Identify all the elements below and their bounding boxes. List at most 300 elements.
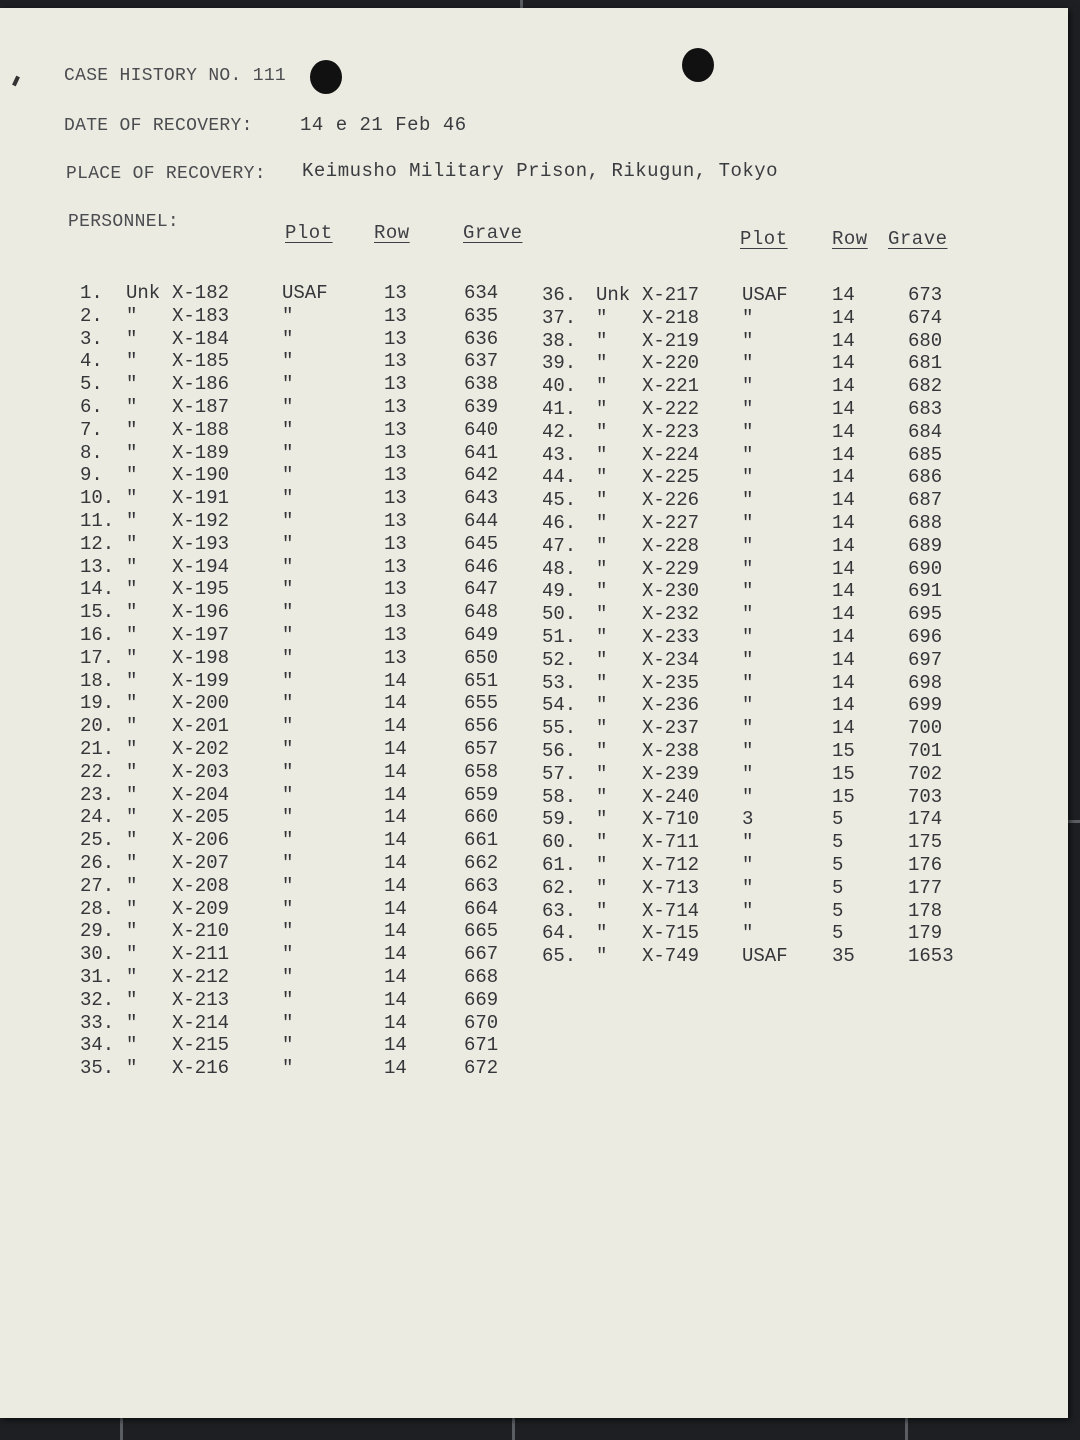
entry-number: 59. bbox=[542, 808, 577, 831]
entry-number: 28. bbox=[80, 897, 115, 920]
entry-plot: " bbox=[282, 669, 294, 692]
entry-number: 9. bbox=[80, 464, 103, 487]
table-row bbox=[542, 489, 1002, 512]
entry-number: 14. bbox=[80, 578, 115, 601]
entry-type: " bbox=[126, 988, 138, 1011]
entry-row: 14 bbox=[384, 669, 407, 692]
entry-grave: 683 bbox=[908, 398, 943, 420]
entry-id: X-210 bbox=[172, 920, 230, 943]
entry-grave: 660 bbox=[464, 806, 499, 829]
entry-grave: 663 bbox=[464, 874, 499, 897]
entry-id: X-194 bbox=[172, 555, 230, 578]
entry-plot: " bbox=[282, 1057, 294, 1080]
entry-id: X-240 bbox=[642, 785, 700, 808]
entry-row: 14 bbox=[384, 988, 407, 1011]
table-row bbox=[542, 922, 1002, 945]
entry-id: X-198 bbox=[172, 646, 230, 669]
entry-id: X-238 bbox=[642, 740, 700, 762]
entry-grave: 1653 bbox=[908, 945, 954, 968]
entry-number: 61. bbox=[542, 854, 577, 876]
entry-id: X-197 bbox=[172, 624, 230, 646]
entry-plot: " bbox=[282, 829, 294, 852]
entry-plot: " bbox=[742, 329, 754, 352]
entry-plot: " bbox=[742, 762, 754, 785]
entry-row: 13 bbox=[384, 646, 407, 669]
entry-grave: 696 bbox=[908, 626, 943, 648]
entry-number: 55. bbox=[542, 717, 577, 740]
entry-plot: " bbox=[742, 854, 754, 876]
entry-id: X-205 bbox=[172, 806, 230, 829]
entry-type: " bbox=[596, 808, 608, 831]
entry-number: 23. bbox=[80, 783, 115, 806]
entry-plot: " bbox=[742, 534, 754, 557]
entry-type: " bbox=[596, 466, 608, 489]
table-row bbox=[542, 649, 1002, 672]
table-row bbox=[80, 533, 540, 556]
entry-row: 15 bbox=[832, 740, 855, 762]
entry-number: 36. bbox=[542, 284, 577, 306]
entry-plot: " bbox=[282, 966, 294, 988]
entry-id: X-215 bbox=[172, 1034, 230, 1057]
entry-type: " bbox=[126, 669, 138, 692]
entry-row: 14 bbox=[384, 760, 407, 783]
entry-type: " bbox=[126, 852, 138, 874]
entry-id: X-214 bbox=[172, 1011, 230, 1034]
entry-row: 13 bbox=[384, 510, 407, 532]
table-row bbox=[542, 603, 1002, 626]
entry-type: " bbox=[596, 922, 608, 945]
entry-id: X-209 bbox=[172, 897, 230, 920]
table-row bbox=[80, 989, 540, 1012]
table-row bbox=[80, 601, 540, 624]
entry-row: 14 bbox=[832, 352, 855, 375]
entry-grave: 697 bbox=[908, 648, 943, 671]
entry-grave: 695 bbox=[908, 603, 943, 626]
entry-grave: 637 bbox=[464, 350, 499, 373]
entry-grave: 647 bbox=[464, 578, 499, 601]
entry-plot: 3 bbox=[742, 808, 754, 831]
entry-row: 14 bbox=[832, 694, 855, 717]
entry-number: 3. bbox=[80, 327, 103, 350]
entry-id: X-188 bbox=[172, 418, 230, 441]
entry-type: " bbox=[596, 831, 608, 854]
entry-id: X-218 bbox=[642, 306, 700, 329]
place-value: Keimusho Military Prison, Rikugun, Tokyo bbox=[302, 160, 779, 182]
entry-number: 7. bbox=[80, 418, 103, 441]
entry-plot: " bbox=[282, 783, 294, 806]
entry-type: " bbox=[596, 945, 608, 968]
entry-id: X-186 bbox=[172, 373, 230, 396]
entry-row: 14 bbox=[832, 580, 855, 603]
table-row bbox=[80, 784, 540, 807]
entry-plot: " bbox=[742, 785, 754, 808]
entry-type: " bbox=[126, 555, 138, 578]
entry-id: X-712 bbox=[642, 854, 700, 876]
entry-grave: 174 bbox=[908, 808, 943, 831]
entry-number: 62. bbox=[542, 876, 577, 899]
entry-id: X-714 bbox=[642, 899, 700, 922]
entry-plot: " bbox=[742, 603, 754, 626]
entry-number: 19. bbox=[80, 692, 115, 715]
entry-id: X-230 bbox=[642, 580, 700, 603]
entry-number: 41. bbox=[542, 398, 577, 420]
place-label: PLACE OF RECOVERY: bbox=[66, 164, 266, 184]
entry-plot: " bbox=[282, 464, 294, 487]
table-row bbox=[80, 487, 540, 510]
entry-plot: " bbox=[282, 624, 294, 646]
entry-plot: " bbox=[282, 487, 294, 510]
entry-plot: " bbox=[282, 646, 294, 669]
entry-row: 14 bbox=[384, 943, 407, 966]
entry-row: 14 bbox=[384, 874, 407, 897]
entry-grave: 657 bbox=[464, 738, 499, 760]
entry-number: 45. bbox=[542, 489, 577, 512]
table-row bbox=[80, 350, 540, 373]
entry-grave: 175 bbox=[908, 831, 943, 854]
entry-id: X-202 bbox=[172, 738, 230, 760]
entry-type: " bbox=[596, 740, 608, 762]
table-row bbox=[80, 556, 540, 579]
table-row bbox=[542, 535, 1002, 558]
entry-id: X-187 bbox=[172, 396, 230, 418]
entry-type: " bbox=[596, 717, 608, 740]
entry-plot: " bbox=[282, 441, 294, 464]
entry-row: 14 bbox=[384, 829, 407, 852]
entry-type: " bbox=[126, 532, 138, 555]
entry-row: 14 bbox=[384, 738, 407, 760]
entry-number: 65. bbox=[542, 945, 577, 968]
entry-row: 14 bbox=[832, 306, 855, 329]
entry-row: 14 bbox=[832, 420, 855, 443]
entry-plot: " bbox=[282, 418, 294, 441]
entry-grave: 649 bbox=[464, 624, 499, 646]
entry-type: " bbox=[126, 783, 138, 806]
entry-id: X-207 bbox=[172, 852, 230, 874]
entry-plot: " bbox=[282, 350, 294, 373]
table-row bbox=[542, 808, 1002, 831]
entry-id: X-196 bbox=[172, 601, 230, 624]
entry-id: X-183 bbox=[172, 304, 230, 327]
entry-plot: " bbox=[742, 876, 754, 899]
entry-grave: 674 bbox=[908, 306, 943, 329]
entry-grave: 691 bbox=[908, 580, 943, 603]
entry-row: 14 bbox=[384, 1034, 407, 1057]
table-row bbox=[80, 806, 540, 829]
table-row bbox=[542, 512, 1002, 535]
floor-line bbox=[1068, 820, 1080, 823]
entry-type: " bbox=[126, 624, 138, 646]
entry-type: " bbox=[596, 603, 608, 626]
entry-grave: 641 bbox=[464, 441, 499, 464]
entry-type: " bbox=[126, 1034, 138, 1057]
entry-row: 14 bbox=[384, 852, 407, 874]
entry-grave: 670 bbox=[464, 1011, 499, 1034]
entry-id: X-711 bbox=[642, 831, 700, 854]
entry-grave: 176 bbox=[908, 854, 943, 876]
entry-id: X-227 bbox=[642, 512, 700, 534]
entry-plot: " bbox=[282, 1034, 294, 1057]
entry-grave: 638 bbox=[464, 373, 499, 396]
entry-row: 13 bbox=[384, 304, 407, 327]
entry-grave: 686 bbox=[908, 466, 943, 489]
entry-id: X-219 bbox=[642, 329, 700, 352]
entry-id: X-193 bbox=[172, 532, 230, 555]
document-page bbox=[0, 8, 1068, 1418]
entry-id: X-204 bbox=[172, 783, 230, 806]
entry-row: 13 bbox=[384, 418, 407, 441]
entry-plot: " bbox=[742, 489, 754, 512]
entry-row: 14 bbox=[384, 1011, 407, 1034]
entry-row: 5 bbox=[832, 854, 844, 876]
entry-plot: " bbox=[282, 1011, 294, 1034]
entry-plot: " bbox=[282, 578, 294, 601]
entry-type: " bbox=[126, 396, 138, 418]
entry-id: X-195 bbox=[172, 578, 230, 601]
left-plot-header: Plot bbox=[285, 222, 333, 244]
table-row bbox=[80, 715, 540, 738]
entry-id: X-190 bbox=[172, 464, 230, 487]
entry-type: " bbox=[596, 352, 608, 375]
entry-row: 14 bbox=[832, 284, 855, 306]
entry-row: 14 bbox=[384, 966, 407, 988]
table-row bbox=[542, 877, 1002, 900]
entry-id: X-182 bbox=[172, 282, 230, 304]
entry-type: " bbox=[126, 760, 138, 783]
entry-grave: 646 bbox=[464, 555, 499, 578]
entry-number: 43. bbox=[542, 443, 577, 466]
entry-type: " bbox=[126, 464, 138, 487]
entry-type: " bbox=[126, 373, 138, 396]
entry-row: 13 bbox=[384, 373, 407, 396]
table-row bbox=[80, 305, 540, 328]
table-row bbox=[80, 328, 540, 351]
entry-type: " bbox=[596, 580, 608, 603]
entry-plot: " bbox=[282, 874, 294, 897]
entry-plot: USAF bbox=[742, 284, 788, 306]
entry-type: " bbox=[596, 443, 608, 466]
entry-plot: " bbox=[742, 306, 754, 329]
table-row bbox=[80, 419, 540, 442]
entry-id: X-713 bbox=[642, 876, 700, 899]
entry-id: X-222 bbox=[642, 398, 700, 420]
right-grave-header: Grave bbox=[888, 228, 948, 250]
table-row bbox=[542, 763, 1002, 786]
entry-number: 2. bbox=[80, 304, 103, 327]
table-row bbox=[80, 852, 540, 875]
entry-id: X-234 bbox=[642, 648, 700, 671]
entry-number: 26. bbox=[80, 852, 115, 874]
entry-grave: 690 bbox=[908, 557, 943, 580]
table-row bbox=[80, 396, 540, 419]
entry-plot: " bbox=[282, 692, 294, 715]
entry-id: X-224 bbox=[642, 443, 700, 466]
entry-row: 14 bbox=[384, 806, 407, 829]
table-row bbox=[80, 442, 540, 465]
entry-grave: 699 bbox=[908, 694, 943, 717]
table-row bbox=[542, 307, 1002, 330]
entry-type: " bbox=[126, 646, 138, 669]
entry-number: 29. bbox=[80, 920, 115, 943]
entry-row: 14 bbox=[832, 466, 855, 489]
entry-number: 27. bbox=[80, 874, 115, 897]
entry-plot: " bbox=[282, 760, 294, 783]
entry-row: 14 bbox=[384, 1057, 407, 1080]
entry-type: " bbox=[126, 510, 138, 532]
table-row bbox=[80, 1057, 540, 1080]
entry-id: X-235 bbox=[642, 671, 700, 694]
entry-type: " bbox=[126, 418, 138, 441]
entry-number: 60. bbox=[542, 831, 577, 854]
table-row bbox=[542, 375, 1002, 398]
entry-row: 13 bbox=[384, 282, 407, 304]
entry-plot: " bbox=[742, 466, 754, 489]
table-row bbox=[542, 558, 1002, 581]
entry-plot: " bbox=[282, 715, 294, 738]
entry-plot: " bbox=[742, 557, 754, 580]
entry-plot: " bbox=[742, 671, 754, 694]
entry-row: 14 bbox=[832, 671, 855, 694]
date-value: 14 e 21 Feb 46 bbox=[300, 114, 467, 136]
entry-id: X-710 bbox=[642, 808, 700, 831]
entry-number: 5. bbox=[80, 373, 103, 396]
entry-number: 21. bbox=[80, 738, 115, 760]
entry-grave: 640 bbox=[464, 418, 499, 441]
table-row bbox=[80, 1012, 540, 1035]
entry-row: 35 bbox=[832, 945, 855, 968]
table-row bbox=[542, 740, 1002, 763]
entry-type: " bbox=[126, 327, 138, 350]
entry-row: 14 bbox=[384, 920, 407, 943]
entry-grave: 698 bbox=[908, 671, 943, 694]
entry-grave: 648 bbox=[464, 601, 499, 624]
table-row bbox=[80, 1034, 540, 1057]
entry-grave: 682 bbox=[908, 375, 943, 398]
entry-grave: 684 bbox=[908, 420, 943, 443]
entry-number: 52. bbox=[542, 648, 577, 671]
entry-id: X-199 bbox=[172, 669, 230, 692]
entry-grave: 656 bbox=[464, 715, 499, 738]
entry-number: 64. bbox=[542, 922, 577, 945]
entry-number: 20. bbox=[80, 715, 115, 738]
entry-plot: " bbox=[282, 373, 294, 396]
entry-id: X-217 bbox=[642, 284, 700, 306]
entry-grave: 655 bbox=[464, 692, 499, 715]
entry-type: " bbox=[596, 671, 608, 694]
entry-grave: 668 bbox=[464, 966, 499, 988]
entry-plot: " bbox=[742, 352, 754, 375]
entry-number: 6. bbox=[80, 396, 103, 418]
entry-id: X-715 bbox=[642, 922, 700, 945]
entry-type: " bbox=[596, 694, 608, 717]
entry-grave: 703 bbox=[908, 785, 943, 808]
entry-id: X-191 bbox=[172, 487, 230, 510]
entry-row: 14 bbox=[384, 783, 407, 806]
entry-id: X-229 bbox=[642, 557, 700, 580]
table-row bbox=[542, 626, 1002, 649]
entry-number: 63. bbox=[542, 899, 577, 922]
right-plot-header: Plot bbox=[740, 228, 788, 250]
entry-grave: 664 bbox=[464, 897, 499, 920]
entry-type: Unk bbox=[126, 282, 161, 304]
entry-row: 13 bbox=[384, 624, 407, 646]
table-row bbox=[542, 580, 1002, 603]
entry-type: " bbox=[126, 1011, 138, 1034]
table-row bbox=[542, 672, 1002, 695]
entry-row: 5 bbox=[832, 876, 844, 899]
entry-number: 11. bbox=[80, 510, 115, 532]
entry-type: " bbox=[596, 557, 608, 580]
entry-plot: " bbox=[282, 510, 294, 532]
entry-grave: 701 bbox=[908, 740, 943, 762]
entry-id: X-233 bbox=[642, 626, 700, 648]
entry-type: " bbox=[596, 899, 608, 922]
entry-row: 5 bbox=[832, 831, 844, 854]
entry-row: 14 bbox=[832, 717, 855, 740]
entry-number: 25. bbox=[80, 829, 115, 852]
personnel-label: PERSONNEL: bbox=[68, 212, 180, 232]
punch-hole-left bbox=[310, 60, 342, 94]
entry-row: 13 bbox=[384, 487, 407, 510]
entry-plot: " bbox=[742, 512, 754, 534]
table-row bbox=[80, 647, 540, 670]
entry-type: " bbox=[126, 601, 138, 624]
entry-number: 39. bbox=[542, 352, 577, 375]
table-row bbox=[80, 738, 540, 761]
table-row bbox=[80, 920, 540, 943]
entry-grave: 688 bbox=[908, 512, 943, 534]
entry-number: 37. bbox=[542, 306, 577, 329]
entry-row: 5 bbox=[832, 808, 844, 831]
entry-grave: 179 bbox=[908, 922, 943, 945]
entry-plot: " bbox=[742, 580, 754, 603]
entry-grave: 634 bbox=[464, 282, 499, 304]
entry-id: X-206 bbox=[172, 829, 230, 852]
entry-row: 14 bbox=[832, 648, 855, 671]
entry-number: 15. bbox=[80, 601, 115, 624]
punch-hole-right bbox=[682, 48, 714, 82]
entry-id: X-221 bbox=[642, 375, 700, 398]
entry-type: " bbox=[126, 1057, 138, 1080]
table-row bbox=[80, 282, 540, 305]
entry-type: " bbox=[126, 487, 138, 510]
entry-plot: " bbox=[742, 375, 754, 398]
entry-type: " bbox=[596, 329, 608, 352]
entry-plot: " bbox=[742, 831, 754, 854]
entry-row: 13 bbox=[384, 396, 407, 418]
entry-grave: 643 bbox=[464, 487, 499, 510]
table-row bbox=[80, 898, 540, 921]
entry-id: X-239 bbox=[642, 762, 700, 785]
entry-grave: 644 bbox=[464, 510, 499, 532]
entry-grave: 669 bbox=[464, 988, 499, 1011]
table-row bbox=[80, 875, 540, 898]
entry-grave: 177 bbox=[908, 876, 943, 899]
entry-row: 5 bbox=[832, 922, 844, 945]
entry-id: X-184 bbox=[172, 327, 230, 350]
entry-number: 33. bbox=[80, 1011, 115, 1034]
entry-id: X-225 bbox=[642, 466, 700, 489]
entry-type: " bbox=[596, 375, 608, 398]
entry-number: 46. bbox=[542, 512, 577, 534]
entry-row: 13 bbox=[384, 601, 407, 624]
table-row bbox=[80, 373, 540, 396]
entry-row: 14 bbox=[832, 557, 855, 580]
entry-grave: 672 bbox=[464, 1057, 499, 1080]
entry-number: 17. bbox=[80, 646, 115, 669]
right-row-header: Row bbox=[832, 228, 868, 250]
entry-row: 13 bbox=[384, 532, 407, 555]
entry-id: X-226 bbox=[642, 489, 700, 512]
